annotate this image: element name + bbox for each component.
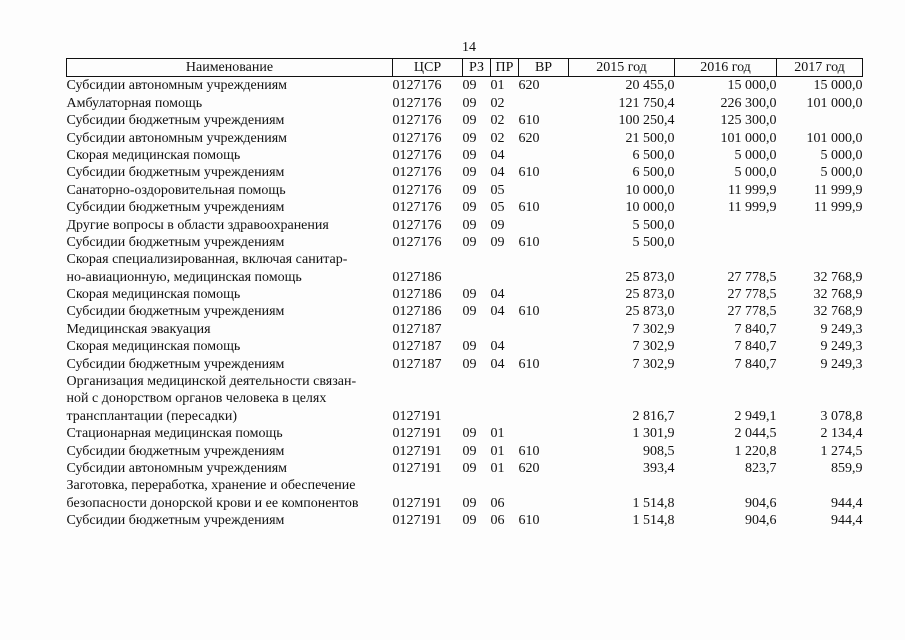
cell-name: Субсидии бюджетным учреждениям — [66, 200, 285, 216]
cell-rz: 09 — [462, 200, 477, 216]
cell-name: Субсидии автономным учреждениям — [66, 460, 288, 476]
cell-name: Организация медицинской деятельности связан- — [66, 374, 357, 390]
cell-2017: 11 999,9 — [814, 182, 863, 198]
table-row — [67, 147, 863, 164]
cell-name: Скорая медицинская помощь — [66, 147, 241, 163]
table-row — [67, 460, 863, 477]
cell-2017: 32 768,9 — [813, 287, 863, 303]
cell-name: Амбулаторная помощь — [66, 95, 203, 111]
cell-name: Субсидии бюджетным учреждениям — [66, 234, 285, 250]
table-row — [67, 129, 863, 146]
cell-2015 — [569, 390, 675, 407]
cell-vr: 620 — [518, 78, 540, 94]
cell-csr: 0127176 — [392, 234, 442, 250]
cell-2017 — [777, 234, 863, 251]
cell-2017 — [777, 373, 863, 390]
cell-csr: 0127176 — [392, 95, 442, 111]
table-row — [67, 77, 863, 95]
cell-csr: 0127176 — [392, 182, 442, 198]
cell-pr: 05 — [490, 182, 505, 198]
table-row — [67, 286, 863, 303]
table-row — [67, 216, 863, 233]
header-vr: ВР — [519, 59, 569, 77]
cell-2016: 1 220,8 — [734, 443, 777, 459]
cell-2017 — [777, 477, 863, 494]
cell-2017: 9 249,3 — [820, 321, 863, 337]
cell-2016: 11 999,9 — [728, 200, 777, 216]
cell-pr — [491, 390, 519, 407]
cell-2016: 823,7 — [745, 460, 777, 476]
header-2015: 2015 год — [569, 59, 675, 77]
cell-2015: 10 000,0 — [625, 200, 675, 216]
cell-pr: 09 — [490, 217, 505, 233]
cell-2016: 7 840,7 — [734, 356, 777, 372]
cell-2015: 25 873,0 — [625, 269, 675, 285]
cell-vr: 610 — [518, 513, 540, 529]
table-row — [67, 477, 863, 494]
cell-2015: 7 302,9 — [632, 321, 675, 337]
cell-2016 — [675, 390, 777, 407]
cell-rz: 09 — [462, 443, 477, 459]
cell-pr: 06 — [490, 495, 505, 511]
header-name: Наименование — [67, 59, 393, 77]
cell-2017 — [777, 251, 863, 268]
cell-2017: 32 768,9 — [813, 269, 863, 285]
table-row — [67, 355, 863, 372]
cell-2016: 2 044,5 — [734, 426, 777, 442]
cell-csr: 0127176 — [392, 147, 442, 163]
cell-2015: 6 500,0 — [632, 165, 675, 181]
cell-2015: 20 455,0 — [625, 78, 675, 94]
cell-pr: 02 — [490, 130, 505, 146]
cell-pr: 01 — [490, 78, 505, 94]
cell-2017 — [777, 216, 863, 233]
cell-rz — [463, 390, 491, 407]
cell-csr: 0127186 — [392, 304, 442, 320]
cell-2016: 15 000,0 — [727, 78, 777, 94]
table-row — [67, 494, 863, 511]
cell-2016: 904,6 — [745, 513, 777, 529]
cell-name: Стационарная медицинская помощь — [66, 426, 283, 442]
cell-pr — [491, 373, 519, 390]
cell-vr — [519, 286, 569, 303]
cell-2016: 27 778,5 — [727, 269, 777, 285]
cell-rz: 09 — [462, 234, 477, 250]
header-rz: РЗ — [463, 59, 491, 77]
table-row — [67, 390, 863, 407]
cell-2016 — [675, 477, 777, 494]
cell-2016: 7 840,7 — [734, 321, 777, 337]
cell-name: Скорая медицинская помощь — [66, 287, 241, 303]
cell-vr — [519, 251, 569, 268]
cell-csr: 0127191 — [392, 426, 442, 442]
cell-2017: 5 000,0 — [820, 147, 863, 163]
header-2016: 2016 год — [675, 59, 777, 77]
cell-2016: 11 999,9 — [728, 182, 777, 198]
cell-2015: 21 500,0 — [625, 130, 675, 146]
table-row — [67, 268, 863, 285]
cell-2017: 944,4 — [831, 495, 863, 511]
cell-pr: 09 — [490, 234, 505, 250]
cell-2017: 9 249,3 — [820, 356, 863, 372]
cell-name: Субсидии бюджетным учреждениям — [66, 356, 285, 372]
cell-pr: 01 — [490, 426, 505, 442]
cell-rz — [463, 373, 491, 390]
cell-csr: 0127176 — [392, 78, 442, 94]
table-row — [67, 425, 863, 442]
cell-rz: 09 — [462, 113, 477, 129]
cell-name: Субсидии автономным учреждениям — [66, 130, 288, 146]
cell-2017: 101 000,0 — [806, 130, 863, 146]
cell-name: Субсидии бюджетным учреждениям — [66, 513, 285, 529]
cell-vr — [519, 181, 569, 198]
cell-vr: 610 — [518, 113, 540, 129]
cell-rz: 09 — [462, 78, 477, 94]
cell-vr — [519, 320, 569, 337]
cell-2016: 226 300,0 — [720, 95, 777, 111]
cell-rz: 09 — [462, 95, 477, 111]
cell-2016: 5 000,0 — [734, 165, 777, 181]
cell-2015: 1 301,9 — [632, 426, 675, 442]
cell-2017: 32 768,9 — [813, 304, 863, 320]
cell-csr: 0127187 — [392, 339, 442, 355]
cell-rz: 09 — [462, 165, 477, 181]
cell-2017: 9 249,3 — [820, 339, 863, 355]
cell-2017: 3 078,8 — [820, 408, 863, 424]
cell-name: Санаторно-оздоровительная помощь — [66, 182, 286, 198]
cell-vr: 610 — [518, 200, 540, 216]
cell-2015: 5 500,0 — [632, 217, 675, 233]
cell-rz: 09 — [462, 130, 477, 146]
cell-2017: 859,9 — [831, 460, 863, 476]
cell-2016 — [675, 251, 777, 268]
cell-2015: 908,5 — [643, 443, 675, 459]
cell-vr — [519, 407, 569, 424]
cell-rz: 09 — [462, 147, 477, 163]
cell-2015: 6 500,0 — [632, 147, 675, 163]
cell-2017: 2 134,4 — [820, 426, 863, 442]
cell-name: Субсидии автономным учреждениям — [66, 78, 288, 94]
cell-name: Заготовка, переработка, хранение и обеспечение — [66, 478, 356, 494]
cell-rz: 09 — [462, 513, 477, 529]
cell-pr — [491, 268, 519, 285]
cell-vr — [519, 494, 569, 511]
table-body — [67, 77, 863, 530]
cell-vr — [519, 94, 569, 111]
cell-vr: 610 — [518, 165, 540, 181]
cell-rz: 09 — [462, 182, 477, 198]
cell-2015: 10 000,0 — [625, 182, 675, 198]
table-row — [67, 338, 863, 355]
cell-rz: 09 — [462, 304, 477, 320]
cell-2015: 25 873,0 — [625, 287, 675, 303]
cell-2015: 5 500,0 — [632, 234, 675, 250]
table-row — [67, 373, 863, 390]
cell-2016: 904,6 — [745, 495, 777, 511]
cell-rz — [463, 477, 491, 494]
cell-2017: 11 999,9 — [814, 200, 863, 216]
cell-2016 — [675, 373, 777, 390]
cell-csr — [393, 477, 463, 494]
cell-csr — [393, 251, 463, 268]
cell-pr — [491, 407, 519, 424]
cell-2015 — [569, 373, 675, 390]
cell-vr: 610 — [518, 443, 540, 459]
cell-csr: 0127186 — [392, 269, 442, 285]
cell-name: Медицинская эвакуация — [66, 321, 211, 337]
cell-2016: 125 300,0 — [720, 113, 777, 129]
cell-2016: 27 778,5 — [727, 287, 777, 303]
cell-name: Субсидии бюджетным учреждениям — [66, 113, 285, 129]
cell-csr: 0127191 — [392, 460, 442, 476]
cell-vr: 620 — [518, 460, 540, 476]
cell-2016: 101 000,0 — [720, 130, 777, 146]
table-row — [67, 303, 863, 320]
table-row — [67, 164, 863, 181]
cell-rz: 09 — [462, 495, 477, 511]
cell-vr: 610 — [518, 234, 540, 250]
cell-2017: 944,4 — [831, 513, 863, 529]
table-row — [67, 234, 863, 251]
cell-csr: 0127176 — [392, 217, 442, 233]
cell-csr — [393, 373, 463, 390]
cell-rz: 09 — [462, 287, 477, 303]
cell-csr: 0127176 — [392, 130, 442, 146]
cell-2016: 27 778,5 — [727, 304, 777, 320]
cell-vr: 610 — [518, 356, 540, 372]
cell-vr: 610 — [518, 304, 540, 320]
cell-pr: 04 — [490, 356, 505, 372]
cell-csr: 0127187 — [392, 321, 442, 337]
cell-vr — [519, 477, 569, 494]
cell-vr — [519, 390, 569, 407]
cell-vr — [519, 147, 569, 164]
cell-rz — [463, 407, 491, 424]
cell-2015: 7 302,9 — [632, 356, 675, 372]
cell-rz: 09 — [462, 426, 477, 442]
cell-2017 — [777, 390, 863, 407]
cell-vr — [519, 373, 569, 390]
table-row — [67, 320, 863, 337]
cell-2015: 1 514,8 — [632, 513, 675, 529]
cell-2015: 1 514,8 — [632, 495, 675, 511]
cell-pr — [491, 251, 519, 268]
cell-2016 — [675, 216, 777, 233]
cell-name: Субсидии бюджетным учреждениям — [66, 304, 285, 320]
header-csr: ЦСР — [393, 59, 463, 77]
cell-csr: 0127191 — [392, 495, 442, 511]
cell-name: безопасности донорской крови и ее компонентов — [66, 495, 359, 511]
cell-vr — [519, 425, 569, 442]
table-row — [67, 181, 863, 198]
cell-pr — [491, 477, 519, 494]
cell-2015: 100 250,4 — [618, 113, 675, 129]
cell-2015: 2 816,7 — [632, 408, 675, 424]
cell-rz — [463, 268, 491, 285]
cell-pr: 05 — [490, 200, 505, 216]
cell-vr — [519, 268, 569, 285]
cell-name: Скорая медицинская помощь — [66, 339, 241, 355]
table-row — [67, 112, 863, 129]
cell-pr: 02 — [490, 113, 505, 129]
cell-pr: 04 — [490, 287, 505, 303]
cell-2017 — [777, 112, 863, 129]
table-row — [67, 251, 863, 268]
cell-csr — [393, 390, 463, 407]
cell-2017: 1 274,5 — [820, 443, 863, 459]
cell-rz: 09 — [462, 339, 477, 355]
cell-name: Субсидии бюджетным учреждениям — [66, 443, 285, 459]
cell-csr: 0127191 — [392, 408, 442, 424]
cell-2015: 121 750,4 — [618, 95, 675, 111]
cell-pr — [491, 320, 519, 337]
cell-2015 — [569, 251, 675, 268]
cell-name: Субсидии бюджетным учреждениям — [66, 165, 285, 181]
cell-2015 — [569, 477, 675, 494]
cell-2015: 393,4 — [643, 460, 675, 476]
cell-2015: 25 873,0 — [625, 304, 675, 320]
cell-pr: 04 — [490, 165, 505, 181]
cell-csr: 0127176 — [392, 200, 442, 216]
table-row — [67, 442, 863, 459]
cell-rz — [463, 251, 491, 268]
cell-pr: 06 — [490, 513, 505, 529]
cell-name: но-авиационную, медицинская помощь — [66, 269, 302, 285]
cell-name: ной с донорством органов человека в целях — [66, 391, 327, 407]
budget-table — [66, 58, 863, 529]
cell-pr: 01 — [490, 443, 505, 459]
cell-name: Другие вопросы в области здравоохранения — [66, 217, 329, 233]
cell-rz — [463, 320, 491, 337]
cell-csr: 0127191 — [392, 513, 442, 529]
cell-name: трансплантации (пересадки) — [66, 408, 237, 424]
table-row — [67, 407, 863, 424]
cell-2016 — [675, 234, 777, 251]
table-header — [67, 59, 863, 77]
cell-name: Скорая специализированная, включая санитар- — [66, 252, 348, 268]
cell-rz: 09 — [462, 460, 477, 476]
cell-csr: 0127191 — [392, 443, 442, 459]
cell-pr: 04 — [490, 147, 505, 163]
cell-2017: 5 000,0 — [820, 165, 863, 181]
page-number: 14 — [462, 40, 476, 55]
cell-pr: 04 — [490, 339, 505, 355]
table-row — [67, 94, 863, 111]
cell-vr — [519, 216, 569, 233]
cell-pr: 02 — [490, 95, 505, 111]
cell-csr: 0127176 — [392, 165, 442, 181]
cell-vr — [519, 338, 569, 355]
table-row — [67, 512, 863, 529]
cell-2017: 101 000,0 — [806, 95, 863, 111]
cell-2015: 7 302,9 — [632, 339, 675, 355]
cell-rz: 09 — [462, 217, 477, 233]
cell-2016: 2 949,1 — [734, 408, 777, 424]
cell-pr: 01 — [490, 460, 505, 476]
cell-csr: 0127187 — [392, 356, 442, 372]
cell-rz: 09 — [462, 356, 477, 372]
cell-pr: 04 — [490, 304, 505, 320]
header-pr: ПР — [491, 59, 519, 77]
cell-2016: 7 840,7 — [734, 339, 777, 355]
cell-vr: 620 — [518, 130, 540, 146]
cell-2017: 15 000,0 — [813, 78, 863, 94]
cell-2016: 5 000,0 — [734, 147, 777, 163]
header-2017: 2017 год — [777, 59, 863, 77]
cell-csr: 0127186 — [392, 287, 442, 303]
table-row — [67, 199, 863, 216]
cell-csr: 0127176 — [392, 113, 442, 129]
